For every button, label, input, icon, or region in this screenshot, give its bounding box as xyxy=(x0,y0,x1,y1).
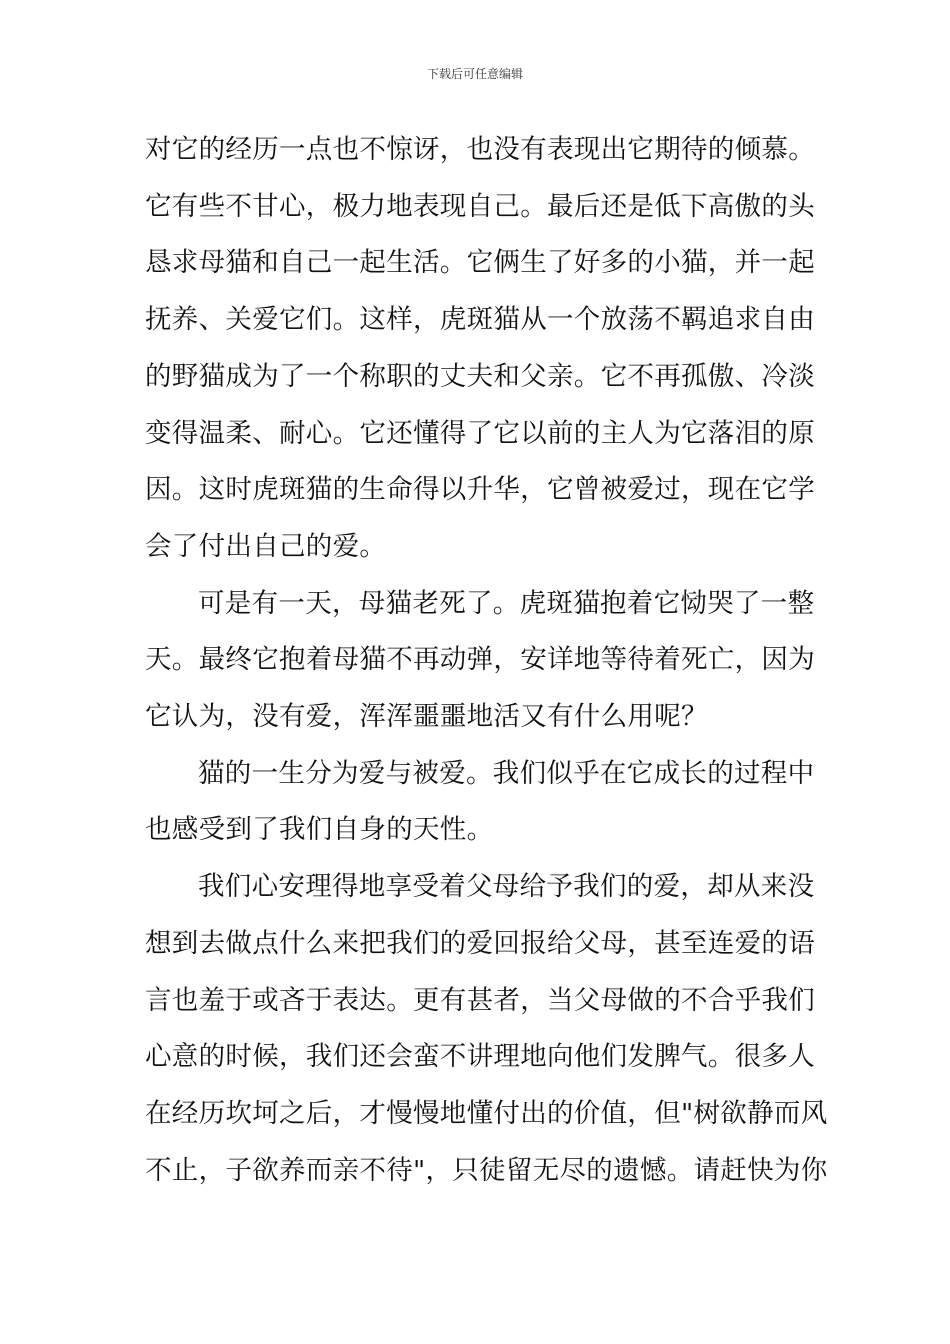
page-header: 下载后可任意编辑 xyxy=(426,67,523,81)
text-line: 也感受到了我们自身的天性。 xyxy=(145,814,494,846)
text-line: 抚养、关爱它们。这样，虎斑猫从一个放荡不羁追求自由 xyxy=(145,304,815,336)
text-line: 可是有一天，母猫老死了。虎斑猫抱着它恸哭了一整 xyxy=(198,587,815,619)
text-line: 不止，子欲养而亲不待"，只徒留无尽的遗憾。请赶快为你 xyxy=(145,1154,828,1186)
text-line: 言也羞于或吝于表达。更有甚者，当父母做的不合乎我们 xyxy=(145,984,815,1016)
text-line: 在经历坎坷之后，才慢慢地懂付出的价值，但"树欲静而风 xyxy=(145,1097,828,1129)
text-line: 猫的一生分为爱与被爱。我们似乎在它成长的过程中 xyxy=(198,757,815,789)
text-line: 天。最终它抱着母猫不再动弹，安详地等待着死亡，因为 xyxy=(145,644,815,676)
text-line: 对它的经历一点也不惊讶，也没有表现出它期待的倾慕。 xyxy=(145,134,815,165)
text-line: 恳求母猫和自己一起生活。它俩生了好多的小猫，并一起 xyxy=(145,247,815,279)
text-line: 会了付出自己的爱。 xyxy=(145,530,387,562)
text-line: 我们心安理得地享受着父母给予我们的爱，却从来没 xyxy=(198,871,815,903)
text-line: 的野猫成为了一个称职的丈夫和父亲。它不再孤傲、冷淡 xyxy=(145,360,815,392)
document-body xyxy=(145,122,828,1199)
text-line: 它认为，没有爱，浑浑噩噩地活又有什么用呢？ xyxy=(145,701,708,733)
text-line: 因。这时虎斑猫的生命得以升华，它曾被爱过，现在它学 xyxy=(145,474,815,506)
text-line: 变得温柔、耐心。它还懂得了它以前的主人为它落泪的原 xyxy=(145,417,815,449)
text-line: 心意的时候，我们还会蛮不讲理地向他们发脾气。很多人 xyxy=(145,1041,815,1073)
text-line: 它有些不甘心，极力地表现自己。最后还是低下高傲的头 xyxy=(145,190,815,222)
text-line: 想到去做点什么来把我们的爱回报给父母，甚至连爱的语 xyxy=(145,927,815,959)
